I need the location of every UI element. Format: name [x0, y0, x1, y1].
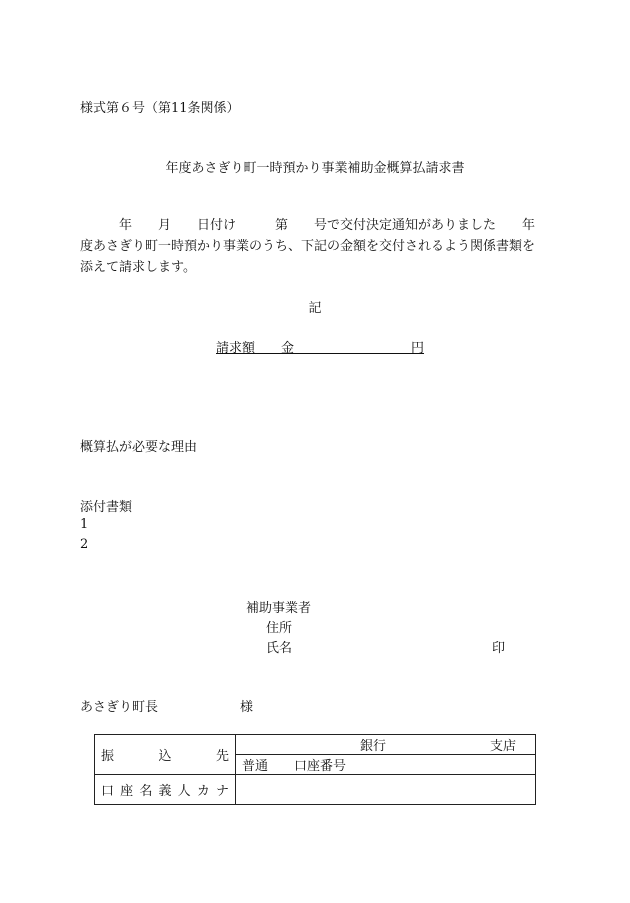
name-label: 氏名 — [266, 641, 293, 656]
bank-branch-field: 銀行 支店 — [236, 735, 536, 755]
table-row — [95, 735, 536, 755]
document-title: 年度あさぎり町一時預かり事業補助金概算払請求書 — [165, 161, 465, 176]
attachment-item-1: 1 — [80, 517, 89, 532]
address-label: 住所 — [266, 621, 293, 636]
bank-account-table — [94, 734, 536, 805]
table-row — [95, 775, 536, 805]
request-body — [80, 215, 560, 278]
account-number-field: 普通 口座番号 — [236, 755, 536, 775]
attachments-title: 添付書類 — [80, 500, 133, 515]
body-line-2: 度あさぎり町一時預かり事業のうち、下記の金額を交付されるよう関係書類を — [80, 239, 536, 254]
attachment-item-2: 2 — [80, 537, 89, 552]
honorific: 様 — [240, 700, 254, 715]
mayor-addressee: あさぎり町長 — [80, 700, 159, 715]
seal-mark: 印 — [492, 641, 506, 656]
account-holder-label: 口座名義人カナ — [95, 775, 236, 805]
body-line-3: 添えて請求します。 — [80, 260, 196, 275]
body-line-1: 年 月 日付け 第 号で交付決定通知がありました 年 — [80, 218, 536, 233]
transfer-destination-label: 振 込 先 — [95, 735, 236, 775]
reason-label: 概算払が必要な理由 — [80, 440, 198, 455]
account-holder-field — [236, 775, 536, 805]
form-number: 様式第６号（第11条関係） — [80, 101, 240, 116]
request-amount-line: 請求額 金 円 — [216, 341, 425, 356]
applicant-label: 補助事業者 — [246, 601, 312, 616]
ki-heading: 記 — [308, 301, 322, 316]
